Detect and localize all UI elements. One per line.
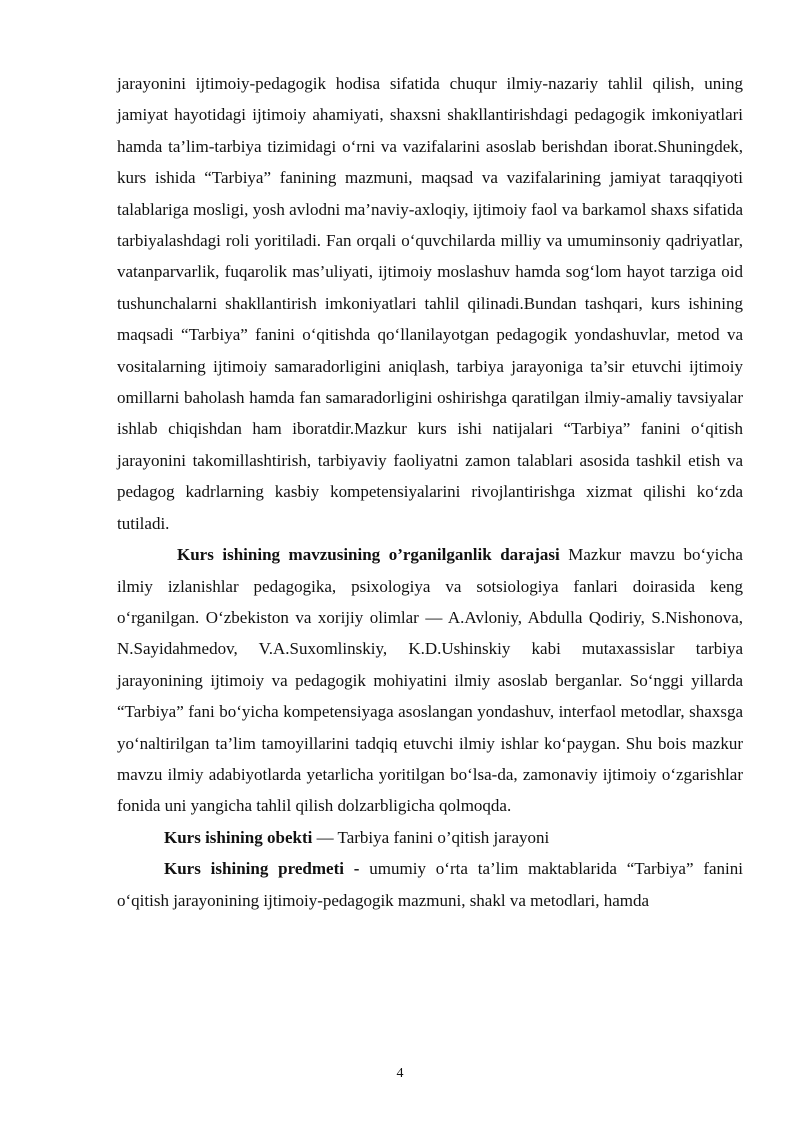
paragraph-aims [117,68,743,539]
paragraph-aims-text: jarayonini ijtimoiy-pedagogik hodisa sifatida chuqur ilmiy-nazariy tahlil qilish, uning jamiyat hayotidagi ijtimoiy ahamiyati, shaxsni shakllantirishdagi pedagogik imkoniyatlari hamda ta’lim-tarbiya tizimidagi o‘rni va vazifalarini asoslab berishdan iborat.Shuningdek, kurs ishida “Tarbiya” fanining mazmuni, maqsad va vazifalarining jamiyat taraqqiyoti talablariga mosligi, yosh avlodni ma’naviy-axloqiy, ijtimoiy faol va barkamol shaxs sifatida tarbiyalashdagi roli yoritiladi. Fan orqali o‘quvchilarda milliy va umuminsoniy qadriyatlar, vatanparvarlik, fuqarolik mas’uliyati, ijtimoiy moslashuv hamda sog‘lom hayot tarziga oid tushunchalarni shakllantirish imkoniyatlari tahlil qilinadi.Bundan tashqari, kurs ishining maqsadi “Tarbiya” fanini o‘qitishda qo‘llanilayotgan pedagogik yondashuvlar, metod va vositalarning ijtimoiy samaradorligini aniqlash, tarbiya jarayoniga ta’sir etuvchi ijtimoiy omillarni baholash hamda fan samaradorligini oshirishga qaratilgan ilmiy-amaliy tavsiyalar ishlab chiqishdan ham iboratdir.Mazkur kurs ishi natijalari “Tarbiya” fanini o‘qitish jarayonini takomillashtirish, tarbiyaviy faoliyatni zamon talablari asosida tashkil etish va pedagog kadrlarning kasbiy kompetensiyalarini rivojlantirishga xizmat qilishi ko‘zda tutiladi. [117,74,743,533]
page-number: 4 [396,1066,404,1081]
object-text: — Tarbiya fanini o’qitish jarayoni [312,827,550,847]
paragraph-object [117,822,743,853]
subject-label: Kurs ishining predmeti - [164,859,360,879]
paragraph-subject [117,853,743,916]
subject-text: umumiy o‘rta ta’lim maktablarida “Tarbiya” fanini o‘qitish jarayonining ijtimoiy-pedagogik mazmuni, shakl va metodlari, hamda [117,859,743,910]
study-degree-text: Mazkur mavzu bo‘yicha ilmiy izlanishlar pedagogika, psixologiya va sotsiologiya fanlari doirasida keng o‘rganilgan. O‘zbekiston va xorijiy olimlar — A.Avloniy, Abdulla Qodiriy, S.Nishonova, N.Sayidahmedov, V.A.Suxomlinskiy, K.D.Ushinskiy kabi mutaxassislar tarbiya jarayonining ijtimoiy va pedagogik mohiyatini ilmiy asoslab berganlar. So‘nggi yillarda “Tarbiya” fani bo‘yicha kompetensiyaga asoslangan yondashuv, interfaol metodlar, shaxsga yo‘naltirilgan ta’lim tamoyillarini tadqiq etuvchi ilmiy ishlar ko‘paygan. Shu bois mazkur mavzu ilmiy adabiyotlarda yetarlicha yoritilgan bo‘lsa-da, zamonaviy ijtimoiy o‘zgarishlar fonida uni yangicha tahlil qilish dolzarbligicha qolmoqda. [117,545,743,816]
object-label: Kurs ishining obekti [164,827,313,847]
body-text [117,68,743,916]
paragraph-study-degree [117,539,743,822]
study-degree-heading: Kurs ishining mavzusining o’rganilganlik darajasi [177,545,560,565]
